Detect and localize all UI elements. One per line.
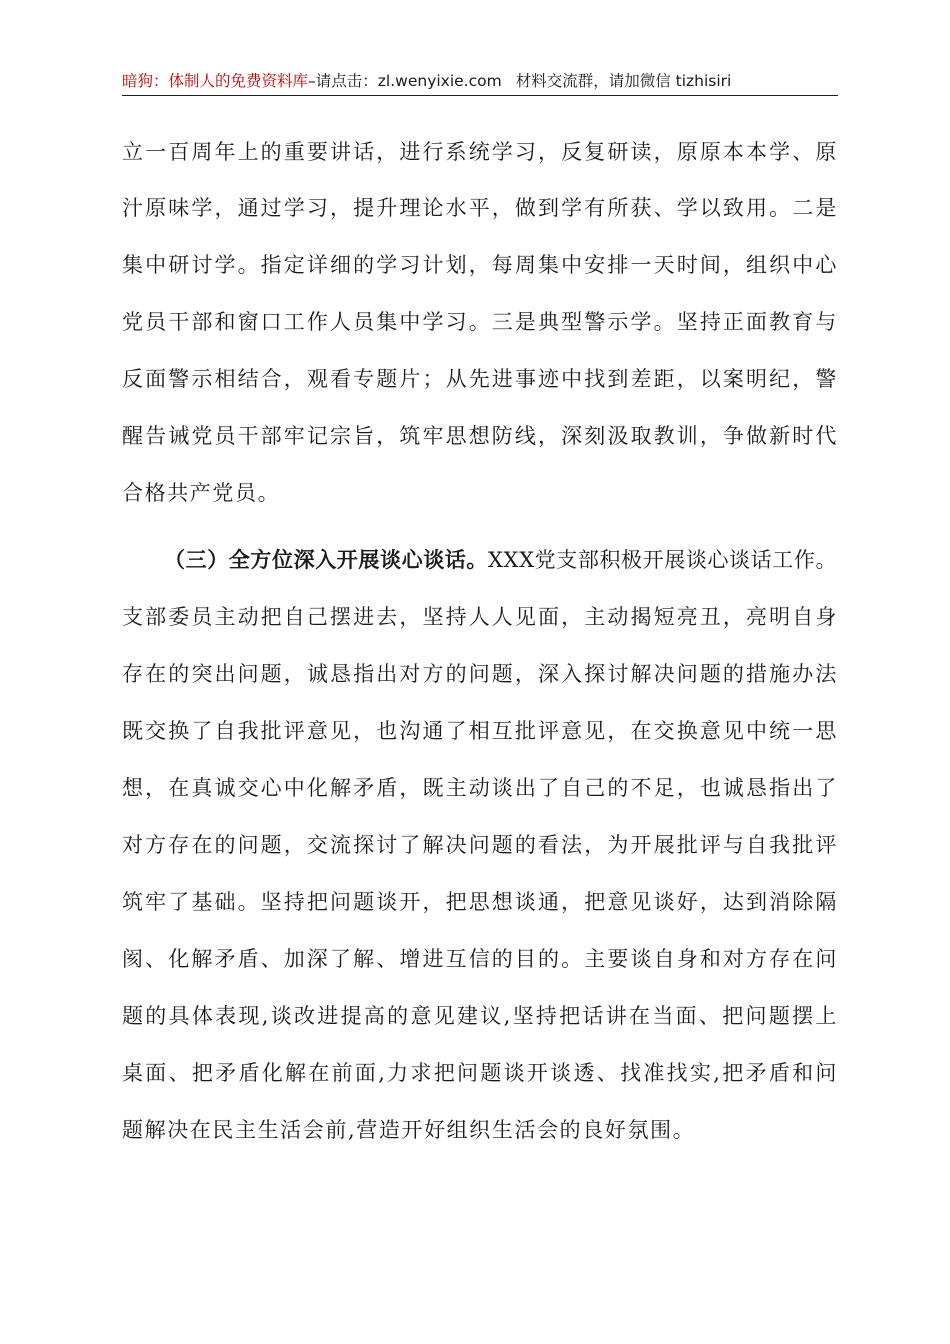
text-line: 存在的突出问题，诚恳指出对方的问题，深入探讨解决问题的措施办法 (122, 662, 838, 686)
text-line: 党员干部和窗口工作人员集中学习。三是典型警示学。坚持正面教育与 (122, 310, 838, 334)
text-line: 桌面、把矛盾化解在前面,力求把问题谈开谈透、找准找实,把矛盾和问 (122, 1061, 838, 1085)
text-line: 集中研讨学。指定详细的学习计划，每周集中安排一天时间，组织中心 (122, 253, 838, 277)
header-link-prompt: –请点击： (308, 72, 378, 90)
text-line: 合格共产党员。 (122, 481, 281, 505)
page-header (122, 66, 838, 96)
text-line: 支部委员主动把自己摆进去，坚持人人见面，主动揭短亮丑，亮明自身 (122, 605, 838, 629)
text-line: 反面警示相结合，观看专题片；从先进事迹中找到差距，以案明纪，警 (122, 367, 838, 391)
header-site-name: 暗狗：体制人的免费资料库 (122, 72, 309, 90)
text-line: 筑牢了基础。坚持把问题谈开，把思想谈通，把意见谈好，达到消除隔 (122, 890, 838, 914)
text-line: 立一百周年上的重要讲话，进行系统学习，反复研读，原原本本学、原 (122, 140, 838, 164)
text-line: 题解决在民主生活会前,营造开好组织生活会的良好氛围。 (122, 1118, 696, 1142)
text-line: 想，在真诚交心中化解矛盾，既主动谈出了自己的不足，也诚恳指出了 (122, 776, 838, 800)
text-line: 醒告诫党员干部牢记宗旨，筑牢思想防线，深刻汲取教训，争做新时代 (122, 424, 838, 448)
section-heading: （三）全方位深入开展谈心谈话。 (164, 547, 488, 572)
header-url-link[interactable]: zl.wenyixie.com (377, 72, 502, 90)
header-wechat-note: 材料交流群，请加微信 tizhisiri (515, 72, 732, 90)
header-divider (122, 95, 838, 96)
text-line: 题的具体表现,谈改进提高的意见建议,坚持把话讲在当面、把问题摆上 (122, 1004, 838, 1028)
section-heading-line (164, 545, 864, 575)
heading-line-rest: XXX党支部积极开展谈心谈话工作。 (488, 548, 838, 572)
text-line: 对方存在的问题，交流探讨了解决问题的看法，为开展批评与自我批评 (122, 833, 838, 857)
text-line: 既交换了自我批评意见，也沟通了相互批评意见，在交换意见中统一思 (122, 719, 838, 743)
text-line: 阂、化解矛盾、加深了解、增进互信的目的。主要谈自身和对方存在问 (122, 947, 838, 971)
text-line: 汁原味学，通过学习，提升理论水平，做到学有所获、学以致用。二是 (122, 196, 838, 220)
